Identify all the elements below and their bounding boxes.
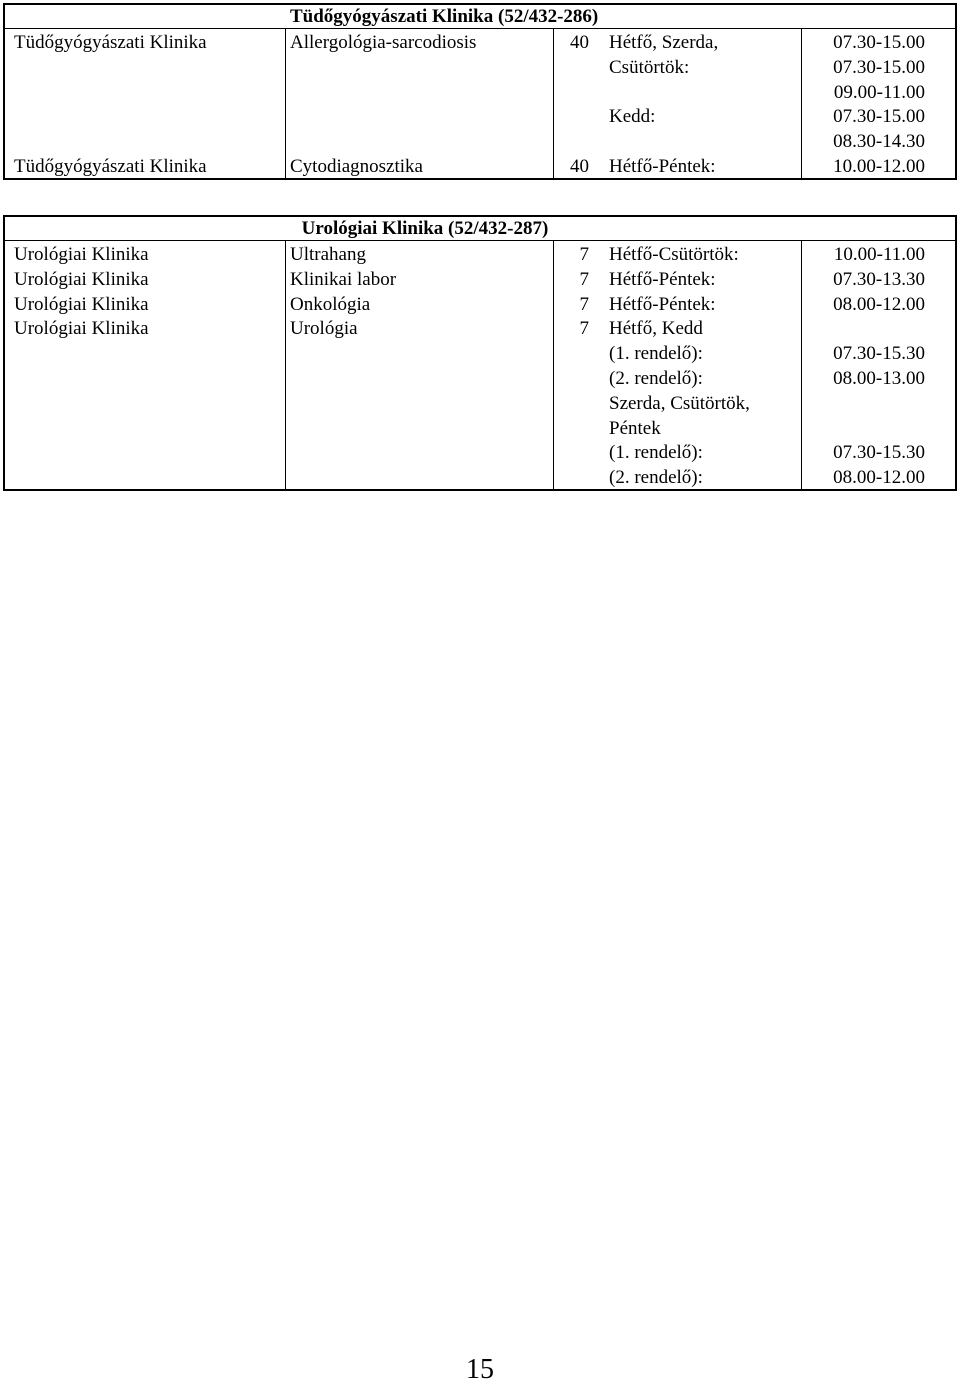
- table-cell-c5: 08.00-12.00: [833, 467, 925, 489]
- table-title: [5, 217, 955, 241]
- table-cell-c2: Cytodiagnosztika: [290, 156, 423, 177]
- table-row: [5, 342, 955, 366]
- table-cell-c4: Hétfő-Péntek:: [609, 293, 716, 315]
- table-row: [5, 417, 955, 441]
- table-cell-c1: Urológiai Klinika: [14, 293, 149, 315]
- table-row: [5, 293, 955, 317]
- table-cell-c4: (1. rendelő):: [609, 343, 703, 365]
- table-cell-c2: Klinikai labor: [290, 268, 397, 290]
- table-cell-c1: Urológiai Klinika: [14, 318, 149, 340]
- table-cell-c5: 07.30-13.30: [833, 268, 925, 290]
- table-cell-c4: Péntek: [609, 417, 661, 439]
- table-cell-c1: Tüdőgyógyászati Klinika: [14, 32, 207, 53]
- table-cell-c5: 07.30-15.00: [833, 32, 925, 53]
- table-cell-c5: 10.00-12.00: [833, 156, 925, 177]
- table-cell-c1: Urológiai Klinika: [14, 244, 149, 265]
- table-row: [5, 155, 955, 179]
- lung-clinic-table: [3, 3, 957, 180]
- table-cell-c1: Urológiai Klinika: [14, 268, 149, 290]
- table-cell-c3: 40: [570, 32, 589, 53]
- table-cell-c3: 7: [579, 318, 589, 340]
- table-cell-c5: 07.30-15.30: [833, 343, 925, 365]
- table-row: [5, 130, 955, 154]
- table-cell-c3: 40: [570, 156, 589, 177]
- table-title: [5, 5, 955, 29]
- table-title-text: Tüdőgyógyászati Klinika (52/432-286): [290, 6, 599, 27]
- table-cell-c4: Kedd:: [609, 106, 656, 128]
- table-cell-c4: (2. rendelő):: [609, 368, 703, 389]
- table-cell-c5: 08.30-14.30: [833, 131, 925, 153]
- table-row: [5, 31, 955, 55]
- table-row: [5, 81, 955, 105]
- table-cell-c3: 7: [579, 293, 589, 315]
- table-cell-c4: Hétfő-Péntek:: [609, 268, 716, 290]
- table-cell-c3: 7: [579, 244, 589, 265]
- table-cell-c4: Csütörtök:: [609, 56, 690, 78]
- table-cell-c5: 10.00-11.00: [833, 244, 925, 265]
- table-cell-c1: Tüdőgyógyászati Klinika: [14, 156, 207, 177]
- table-cell-c4: Hétfő-Csütörtök:: [609, 244, 739, 265]
- table-cell-c4: Hétfő, Kedd: [609, 318, 703, 340]
- table-row: [5, 392, 955, 416]
- table-row: [5, 466, 955, 490]
- table-cell-c5: 09.00-11.00: [833, 81, 925, 103]
- table-cell-c5: 07.30-15.00: [833, 106, 925, 128]
- page-number: 15: [466, 1354, 494, 1385]
- table-row: [5, 317, 955, 341]
- table-cell-c3: 7: [579, 268, 589, 290]
- table-row: [5, 268, 955, 292]
- table-cell-c2: Onkológia: [290, 293, 371, 315]
- table-cell-c4: (2. rendelő):: [609, 467, 703, 489]
- table-cell-c5: 08.00-12.00: [833, 293, 925, 315]
- table-cell-c4: (1. rendelő):: [609, 442, 703, 464]
- urology-clinic-table: [3, 215, 957, 491]
- table-title-text: Urológiai Klinika (52/432-287): [301, 218, 549, 239]
- table-cell-c2: Urológia: [290, 318, 358, 340]
- table-row: [5, 441, 955, 465]
- table-cell-c2: Allergológia-sarcodiosis: [290, 32, 477, 53]
- table-cell-c4: Hétfő-Péntek:: [609, 156, 716, 177]
- table-row: [5, 367, 955, 391]
- table-cell-c2: Ultrahang: [290, 244, 366, 265]
- table-cell-c5: 08.00-13.00: [833, 368, 925, 389]
- table-row: [5, 243, 955, 267]
- table-cell-c4: Szerda, Csütörtök,: [609, 392, 750, 414]
- table-cell-c4: Hétfő, Szerda,: [609, 32, 719, 53]
- table-row: [5, 56, 955, 80]
- table-cell-c5: 07.30-15.30: [833, 442, 925, 464]
- table-row: [5, 105, 955, 129]
- table-cell-c5: 07.30-15.00: [833, 56, 925, 78]
